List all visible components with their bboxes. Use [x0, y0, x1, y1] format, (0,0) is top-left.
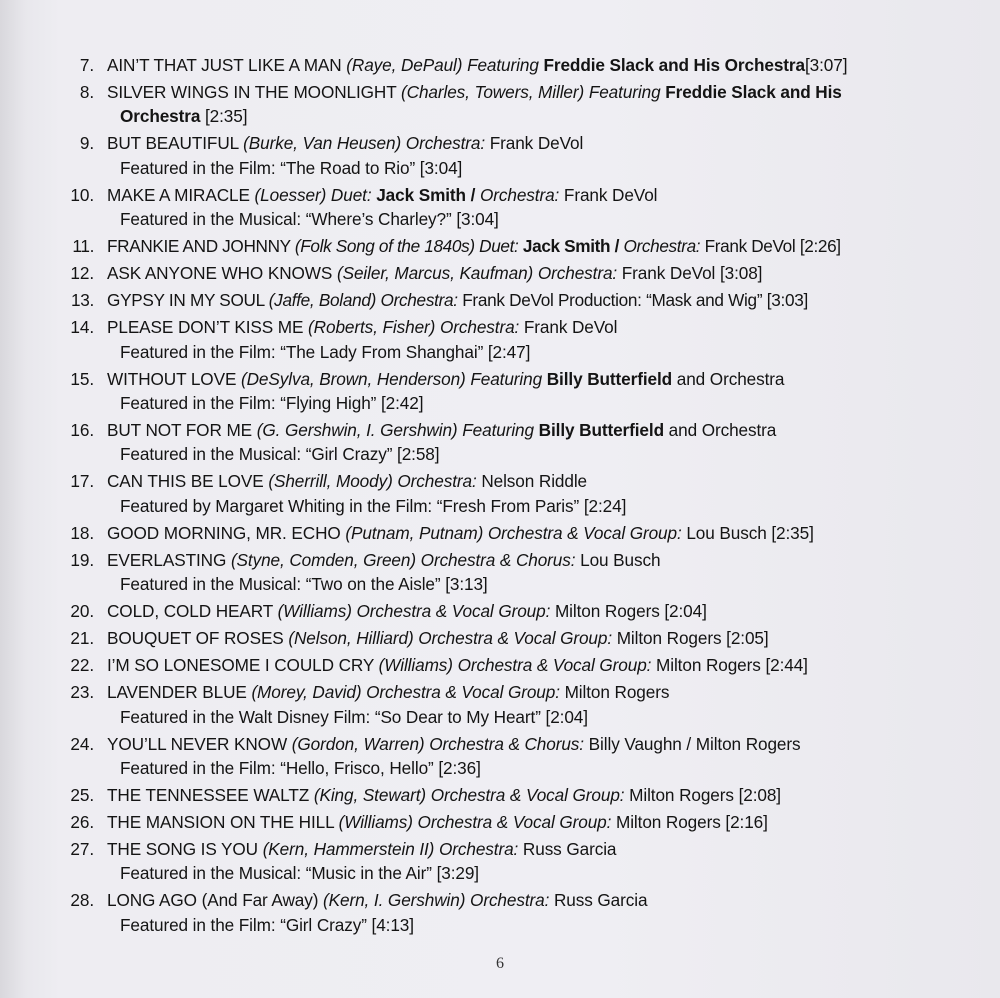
- track-title: COLD, COLD HEART: [107, 601, 273, 622]
- track-role: Orchestra:: [397, 471, 477, 492]
- track-title: MAKE A MIRACLE: [107, 184, 250, 205]
- track-number: 28.: [70, 890, 94, 911]
- track-featured: Featured in the Musical: “Where’s Charley?”: [120, 209, 452, 230]
- track-number: 10.: [70, 184, 94, 205]
- track-role: Orchestra & Chorus:: [429, 733, 584, 754]
- track-number: 18.: [70, 522, 94, 543]
- track-28: [40, 888, 992, 937]
- track-performer: and Orchestra: [676, 368, 785, 389]
- track-title: BOUQUET OF ROSES: [107, 628, 284, 649]
- track-7: [40, 53, 992, 77]
- track-composers: (G. Gershwin, I. Gershwin): [256, 420, 458, 441]
- track-role: Orchestra & Vocal Group:: [356, 601, 551, 622]
- track-duration: [2:24]: [583, 495, 627, 516]
- track-artist-continued: Orchestra: [120, 106, 201, 127]
- track-9: [40, 131, 992, 180]
- track-16: [40, 418, 992, 467]
- track-composers: (Charles, Towers, Miller): [401, 82, 585, 102]
- track-13: [40, 288, 992, 312]
- track-duration: [2:04]: [664, 601, 707, 622]
- track-composers: (Burke, Van Heusen): [243, 133, 402, 154]
- track-title: FRANKIE AND JOHNNY: [107, 236, 291, 257]
- track-performer: Lou Busch: [686, 522, 767, 543]
- track-18: [40, 521, 992, 545]
- track-duration: [3:29]: [436, 863, 479, 884]
- track-duration: [2:44]: [765, 655, 808, 676]
- track-number: 12.: [70, 263, 94, 284]
- track-number: 26.: [70, 812, 94, 833]
- track-performer: Billy Vaughn / Milton Rogers: [588, 733, 801, 754]
- track-composers: (Putnam, Putnam): [345, 522, 484, 543]
- track-role: Orchestra:: [537, 263, 618, 284]
- track-number: 7.: [79, 55, 94, 75]
- track-duration: [3:08]: [719, 263, 763, 284]
- track-role: Orchestra:: [380, 290, 458, 311]
- track-14: [40, 315, 992, 364]
- track-title: EVERLASTING: [107, 549, 227, 570]
- track-artist: Freddie Slack and His: [665, 82, 842, 102]
- track-performer: Frank DeVol: [621, 263, 716, 284]
- track-composers: (Styne, Comden, Green): [230, 549, 416, 570]
- track-composers: (Williams): [378, 655, 453, 676]
- track-duration: [2:42]: [381, 393, 424, 414]
- track-title: I’M SO LONESOME I COULD CRY: [107, 655, 374, 676]
- track-performer: Milton Rogers: [554, 601, 660, 622]
- track-title: YOU’LL NEVER KNOW: [107, 733, 288, 754]
- track-25: [40, 783, 992, 807]
- track-role: Orchestra:: [470, 890, 550, 911]
- track-role: Featuring: [470, 368, 543, 389]
- track-number: 14.: [70, 317, 94, 338]
- track-artist: Jack Smith /: [522, 236, 620, 257]
- track-title: CAN THIS BE LOVE: [107, 471, 264, 492]
- track-composers: (Loesser): [254, 184, 327, 205]
- track-22: [40, 653, 992, 677]
- track-duration: [3:03]: [766, 290, 808, 311]
- track-role: Duet:: [330, 184, 372, 205]
- track-duration: [2:58]: [397, 444, 440, 465]
- track-artist: Jack Smith /: [376, 184, 476, 205]
- track-15: [40, 367, 992, 416]
- track-featured: Featured in the Film: “The Road to Rio”: [120, 157, 416, 178]
- track-duration: [2:26]: [799, 236, 841, 257]
- track-duration: [2:16]: [725, 812, 768, 833]
- track-role: Orchestra:: [405, 133, 486, 154]
- track-number: 21.: [70, 628, 94, 649]
- track-composers: (Morey, David): [251, 682, 362, 703]
- track-featured: Featured in the Film: “Hello, Frisco, Hello”: [120, 758, 434, 779]
- track-composers: (Kern, Hammerstein II): [262, 839, 435, 860]
- track-number: 11.: [72, 236, 94, 257]
- track-role: Orchestra & Vocal Group:: [417, 812, 612, 833]
- track-composers: (Williams): [277, 601, 352, 622]
- track-performer: Lou Busch: [580, 549, 661, 570]
- track-duration: [2:36]: [438, 758, 481, 779]
- track-composers: (Gordon, Warren): [291, 733, 425, 754]
- track-title: THE SONG IS YOU: [107, 839, 258, 860]
- track-performer: Milton Rogers: [615, 812, 721, 833]
- track-duration: [3:07]: [804, 55, 848, 75]
- track-duration: [4:13]: [371, 914, 414, 935]
- track-artist: Billy Butterfield: [546, 368, 673, 389]
- track-composers: (King, Stewart): [313, 785, 427, 806]
- track-number: 17.: [70, 471, 94, 492]
- track-number: 9.: [79, 133, 94, 154]
- track-performer: Frank DeVol: [489, 133, 584, 154]
- track-performer: Frank DeVol Production: “Mask and Wig”: [462, 290, 763, 311]
- track-role: Featuring: [467, 55, 539, 75]
- track-role: Orchestra & Vocal Group:: [366, 682, 560, 703]
- track-composers: (Roberts, Fisher): [308, 317, 436, 338]
- track-number: 23.: [70, 682, 94, 703]
- track-featured: Featured in the Musical: “Music in the Air”: [120, 863, 432, 884]
- track-title: GYPSY IN MY SOUL: [107, 290, 265, 311]
- track-list: [40, 53, 992, 940]
- track-featured: Featured by Margaret Whiting in the Film: “Fresh From Paris”: [120, 495, 580, 516]
- track-performer: Frank DeVol: [704, 236, 796, 257]
- track-duration: [2:35]: [205, 106, 248, 127]
- track-performer: Milton Rogers: [656, 655, 761, 676]
- track-number: 24.: [70, 733, 94, 754]
- track-role: Orchestra:: [439, 317, 520, 338]
- track-role: Orchestra & Chorus:: [420, 549, 576, 570]
- track-performer: Milton Rogers: [616, 628, 722, 649]
- track-composers: (DeSylva, Brown, Henderson): [241, 368, 466, 389]
- track-title: BUT BEAUTIFUL: [107, 133, 239, 154]
- track-12: [40, 261, 992, 285]
- track-role: Featuring: [462, 420, 534, 441]
- track-composers: (Raye, DePaul): [346, 55, 463, 75]
- track-performer: Nelson Riddle: [481, 471, 588, 492]
- track-role: Orchestra & Vocal Group:: [487, 522, 682, 543]
- track-composers: (Folk Song of the 1840s): [294, 236, 475, 257]
- track-artist: Freddie Slack and His Orchestra: [543, 55, 805, 75]
- track-duration: [3:04]: [419, 157, 463, 178]
- track-26: [40, 810, 992, 834]
- track-title: SILVER WINGS IN THE MOONLIGHT: [107, 82, 397, 102]
- track-role: Orchestra & Vocal Group:: [418, 628, 613, 649]
- track-27: [40, 837, 992, 886]
- track-artist: Billy Butterfield: [538, 420, 664, 441]
- track-performer: and Orchestra: [668, 420, 777, 441]
- track-role: Orchestra:: [439, 839, 519, 860]
- track-8: [40, 80, 992, 129]
- track-performer: Frank DeVol: [523, 317, 618, 338]
- track-featured: Featured in the Musical: “Girl Crazy”: [120, 444, 393, 465]
- track-performer: Russ Garcia: [522, 839, 617, 860]
- track-duration: [3:13]: [445, 574, 488, 595]
- track-17: [40, 469, 992, 518]
- track-role: Duet:: [479, 236, 519, 257]
- track-title: WITHOUT LOVE: [107, 368, 237, 389]
- track-performer: Russ Garcia: [553, 890, 648, 911]
- track-role-secondary: Orchestra:: [623, 236, 701, 257]
- track-number: 20.: [70, 601, 94, 622]
- track-number: 19.: [70, 549, 94, 570]
- track-10: [40, 183, 992, 232]
- track-number: 22.: [70, 655, 94, 676]
- track-title: LAVENDER BLUE: [107, 682, 247, 703]
- track-duration: [2:35]: [771, 522, 814, 543]
- track-title: ASK ANYONE WHO KNOWS: [107, 263, 333, 284]
- track-duration: [2:08]: [738, 785, 781, 806]
- track-role: Orchestra & Vocal Group:: [457, 655, 652, 676]
- track-title: GOOD MORNING, MR. ECHO: [107, 522, 341, 543]
- track-number: 16.: [70, 420, 94, 441]
- track-title: PLEASE DON’T KISS ME: [107, 317, 304, 338]
- track-24: [40, 732, 992, 781]
- track-composers: (Nelson, Hilliard): [288, 628, 414, 649]
- track-composers: (Williams): [338, 812, 413, 833]
- track-number: 8.: [79, 82, 94, 102]
- track-duration: [3:04]: [456, 209, 499, 230]
- track-title: BUT NOT FOR ME: [107, 420, 253, 441]
- track-duration: [2:04]: [545, 706, 588, 727]
- track-featured: Featured in the Musical: “Two on the Aisle”: [120, 574, 441, 595]
- track-featured: Featured in the Film: “Flying High”: [120, 393, 377, 414]
- track-composers: (Sherrill, Moody): [268, 471, 393, 492]
- page-number: 6: [496, 955, 504, 972]
- track-performer: Milton Rogers: [629, 785, 734, 806]
- track-11: [40, 234, 992, 258]
- track-duration: [2:47]: [487, 341, 531, 362]
- track-featured: Featured in the Film: “The Lady From Shanghai”: [120, 341, 484, 362]
- spine-shadow: [0, 0, 26, 998]
- track-composers: (Kern, I. Gershwin): [323, 890, 466, 911]
- track-20: [40, 599, 992, 623]
- track-title: LONG AGO (And Far Away): [107, 890, 319, 911]
- track-19: [40, 548, 992, 597]
- track-number: 25.: [70, 785, 94, 806]
- track-title: THE MANSION ON THE HILL: [107, 812, 334, 833]
- track-featured: Featured in the Walt Disney Film: “So Dear to My Heart”: [120, 706, 541, 727]
- track-duration: [2:05]: [726, 628, 769, 649]
- track-title: THE TENNESSEE WALTZ: [107, 785, 310, 806]
- track-role: Featuring: [588, 82, 661, 102]
- track-21: [40, 626, 992, 650]
- track-title: AIN’T THAT JUST LIKE A MAN: [107, 55, 342, 75]
- track-number: 27.: [70, 839, 94, 860]
- track-role: Orchestra & Vocal Group:: [430, 785, 625, 806]
- track-composers: (Jaffe, Boland): [268, 290, 377, 311]
- track-role-secondary: Orchestra:: [480, 184, 560, 205]
- track-composers: (Seiler, Marcus, Kaufman): [336, 263, 534, 284]
- track-number: 13.: [71, 290, 94, 311]
- track-performer: Frank DeVol: [563, 184, 658, 205]
- track-number: 15.: [70, 368, 94, 389]
- track-performer: Milton Rogers: [564, 682, 670, 703]
- track-featured: Featured in the Film: “Girl Crazy”: [120, 914, 367, 935]
- track-23: [40, 680, 992, 729]
